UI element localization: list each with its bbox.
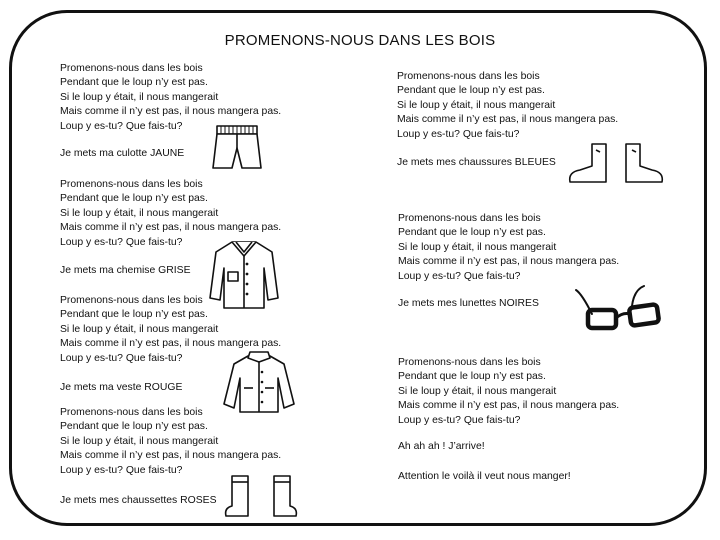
verse-line: Promenons-nous dans les bois bbox=[60, 407, 203, 418]
verse-line: Promenons-nous dans les bois bbox=[398, 213, 541, 224]
shorts-icon bbox=[208, 123, 266, 173]
verse-line: Promenons-nous dans les bois bbox=[398, 357, 541, 368]
attention-line: Attention le voilà il veut nous manger! bbox=[398, 471, 571, 482]
chemise-line: Je mets ma chemise GRISE bbox=[60, 265, 191, 276]
verse-line: Si le loup y était, il nous mangerait bbox=[60, 91, 219, 103]
shirt-icon bbox=[206, 236, 282, 312]
page-title: PROMENONS-NOUS DANS LES BOIS bbox=[224, 32, 496, 49]
verse-line: Promenons-nous dans les bois bbox=[60, 63, 203, 74]
verse-line: Promenons-nous dans les bois bbox=[60, 179, 203, 190]
socks-icon bbox=[224, 472, 298, 522]
chaussures-line: Je mets mes chaussures BLEUES bbox=[397, 157, 556, 168]
verse-line: Pendant que le loup n’y est pas. bbox=[60, 309, 208, 321]
verse-line: Si le loup y était, il nous mangerait bbox=[398, 385, 557, 397]
verse-line: Si le loup y était, il nous mangerait bbox=[60, 323, 219, 335]
verse-line: Mais comme il n’y est pas, il nous mangera pas. bbox=[60, 106, 282, 118]
verse-line: Loup y es-tu? Que fais-tu? bbox=[398, 414, 521, 426]
verse-line: Mais comme il n’y est pas, il nous mangera pas. bbox=[60, 450, 282, 462]
verse-line: Si le loup y était, il nous mangerait bbox=[397, 99, 556, 111]
verse-line: Pendant que le loup n’y est pas. bbox=[398, 227, 546, 239]
verse-line: Loup y es-tu? Que fais-tu? bbox=[60, 120, 183, 132]
glasses-icon bbox=[574, 284, 668, 336]
verse-line: Mais comme il n’y est pas, il nous mangera pas. bbox=[398, 400, 620, 412]
verse-line: Pendant que le loup n’y est pas. bbox=[397, 85, 545, 97]
boots-icon bbox=[566, 140, 666, 186]
verse-line: Promenons-nous dans les bois bbox=[397, 71, 540, 82]
verse-line: Loup y es-tu? Que fais-tu? bbox=[397, 128, 520, 140]
verse-line: Pendant que le loup n’y est pas. bbox=[398, 371, 546, 383]
jacket-icon bbox=[220, 350, 298, 416]
verse-line: Loup y es-tu? Que fais-tu? bbox=[398, 270, 521, 282]
verse-line: Si le loup y était, il nous mangerait bbox=[398, 241, 557, 253]
verse-stanza-5 bbox=[397, 70, 618, 142]
verse-stanza-6 bbox=[398, 212, 619, 284]
verse-stanza-7 bbox=[398, 356, 619, 428]
veste-line: Je mets ma veste ROUGE bbox=[60, 382, 183, 393]
verse-line: Mais comme il n’y est pas, il nous mangera pas. bbox=[398, 256, 620, 268]
verse-line: Mais comme il n’y est pas, il nous mangera pas. bbox=[60, 338, 282, 350]
verse-line: Loup y es-tu? Que fais-tu? bbox=[60, 352, 183, 364]
culotte-line: Je mets ma culotte JAUNE bbox=[60, 148, 185, 159]
verse-line: Si le loup y était, il nous mangerait bbox=[60, 435, 219, 447]
verse-line: Pendant que le loup n’y est pas. bbox=[60, 193, 208, 205]
verse-line: Loup y es-tu? Que fais-tu? bbox=[60, 236, 183, 248]
verse-line: Loup y es-tu? Que fais-tu? bbox=[60, 464, 183, 476]
verse-line: Mais comme il n’y est pas, il nous mangera pas. bbox=[397, 114, 619, 126]
verse-line: Si le loup y était, il nous mangerait bbox=[60, 207, 219, 219]
arrive-line: Ah ah ah ! J’arrive! bbox=[398, 441, 485, 452]
verse-line: Pendant que le loup n’y est pas. bbox=[60, 77, 208, 89]
verse-stanza-4 bbox=[60, 406, 281, 478]
verse-line: Promenons-nous dans les bois bbox=[60, 295, 203, 306]
verse-line: Pendant que le loup n’y est pas. bbox=[60, 421, 208, 433]
lunettes-line: Je mets mes lunettes NOIRES bbox=[398, 298, 539, 309]
verse-line: Mais comme il n’y est pas, il nous mangera pas. bbox=[60, 222, 282, 234]
chaussettes-line: Je mets mes chaussettes ROSES bbox=[60, 495, 217, 506]
